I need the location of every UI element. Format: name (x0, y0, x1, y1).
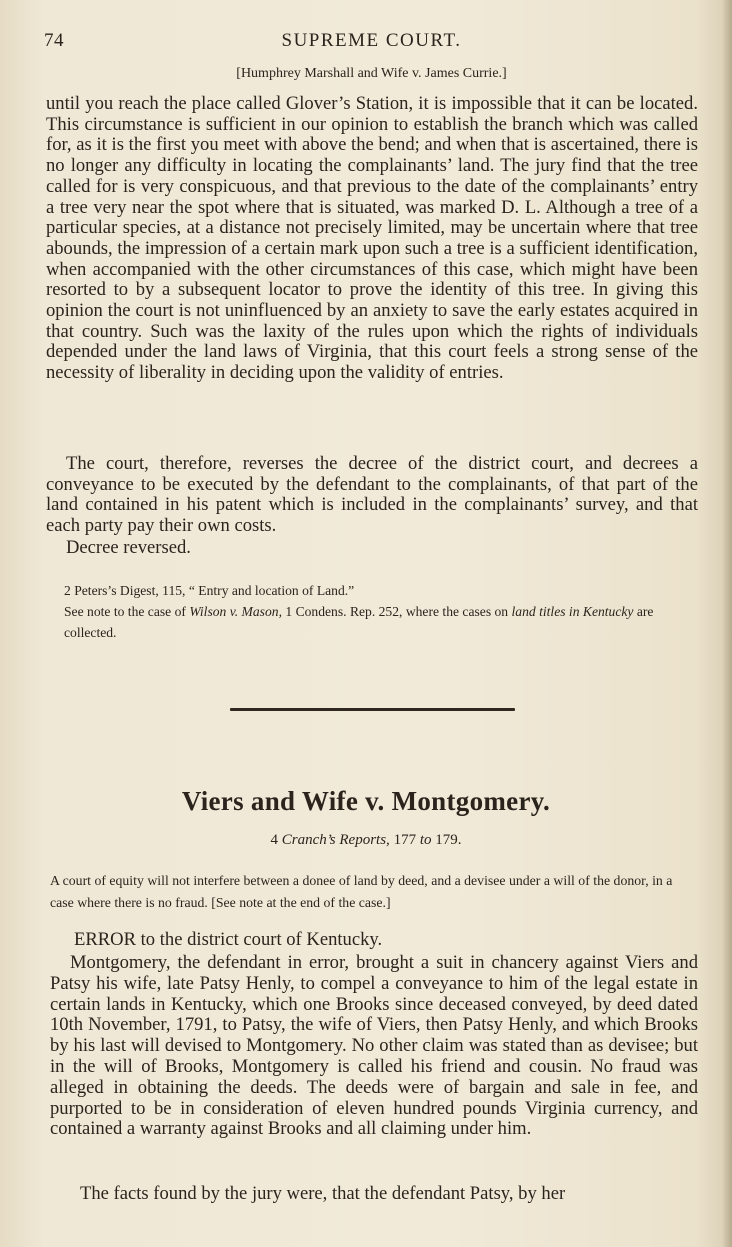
note-see-also (46, 601, 698, 643)
page-header (44, 30, 699, 60)
case-caption: [Humphrey Marshall and Wife v. James Currie.] (236, 66, 507, 81)
note-topic: land titles in Kentucky (511, 604, 634, 619)
case-citation (0, 832, 732, 849)
footnotes (46, 580, 698, 643)
case-text-1: ERROR to the district court of Kentucky. (74, 929, 383, 950)
opinion-paragraph-2 (46, 454, 698, 537)
citation-vol: 4 (270, 832, 282, 848)
note-case-name: Wilson v. Mason, (189, 604, 282, 619)
case-paragraph-2 (50, 953, 698, 1140)
opinion-text-2: The court, therefore, reverses the decree of the district court, and decrees a conveyance to be executed by the defendant to the complainants, of that part of the land contained in his patent which is included in the complainants’ survey, and that each party pay their own costs. (46, 453, 698, 537)
case-text-2: Montgomery, the defendant in error, brought a suit in chancery against Viers and Patsy his wife, late Patsy Henly, to compel a conveyance to him of the legal estate in certain lands in Kentucky, which one Brooks since deceased conveyed, by deed dated 10th November, 1791, to Patsy, the wife of Viers, then Patsy Henly, and which Brooks by his last will devised to Montgomery. No other claim was stated than as devisee; but in the will of Brooks, Montgomery is called his friend and cousin. No fraud was alleged in obtaining the deeds. The deeds were of bargain and sale in fee, and purported to be in consideration of eleven hundred pounds Virginia currency, and contained a warranty against Brooks and all claiming under him. (50, 952, 698, 1140)
note-suffix: are collected. (64, 604, 654, 640)
case-paragraph-1 (74, 930, 698, 951)
case-title: Viers and Wife v. Montgomery. (181, 786, 551, 816)
note-mid: 1 Condens. Rep. 252, where the cases on (281, 604, 512, 619)
page-number: 74 (44, 30, 64, 51)
citation-end: 179. (431, 832, 462, 848)
citation-reporter: Cranch’s Reports, (281, 832, 390, 848)
page-spine-shadow (722, 0, 732, 1247)
citation-from: 177 (389, 832, 420, 848)
decree-reversed (66, 538, 718, 559)
section-divider (230, 708, 515, 711)
case-text-3: The facts found by the jury were, that the defendant Patsy, by her (80, 1183, 566, 1204)
decree-text: Decree reversed. (66, 537, 191, 558)
note-prefix: See note to the case of (64, 604, 190, 619)
running-title: SUPREME COURT. (281, 30, 462, 51)
note-digest: 2 Peters’s Digest, 115, “ Entry and location of Land.” (64, 583, 355, 598)
citation-to: to (419, 832, 432, 848)
case-paragraph-3 (50, 1184, 698, 1205)
opinion-text-1: until you reach the place called Glover’s Station, it is impossible that it can be located. This circumstance is sufficient in our opinion to establish the branch which was called for, as it is the first you meet with above the bend; and when that is ascertained, there is no longer any difficulty in locating the complainants’ land. The jury find that the tree called for is very conspicuous, and that previous to the date of the complainants’ entry a tree very near the spot where that is situated, was marked D. L. Although a tree of a particular species, at a distance not precisely limited, may be uncertain where that tree abounds, the impression of a certain mark upon such a tree is a sufficient identification, when accompanied with the other circumstances of this case, which might have been resorted to by a subsequent locator to prove the identity of this tree. In giving this opinion the court is not uninfluenced by an anxiety to save the early estates acquired in that country. Such was the laxity of the rules upon which the rights of individuals depended under the land laws of Virginia, that this court feels a strong sense of the necessity of liberality in deciding upon the validity of entries. (46, 93, 698, 384)
headnote: A court of equity will not interfere between a donee of land by deed, and a devisee under a will of the donor, in a case where there is no fraud. [See note at the end of the case.] (50, 873, 673, 910)
opinion-paragraph-1 (46, 94, 698, 384)
